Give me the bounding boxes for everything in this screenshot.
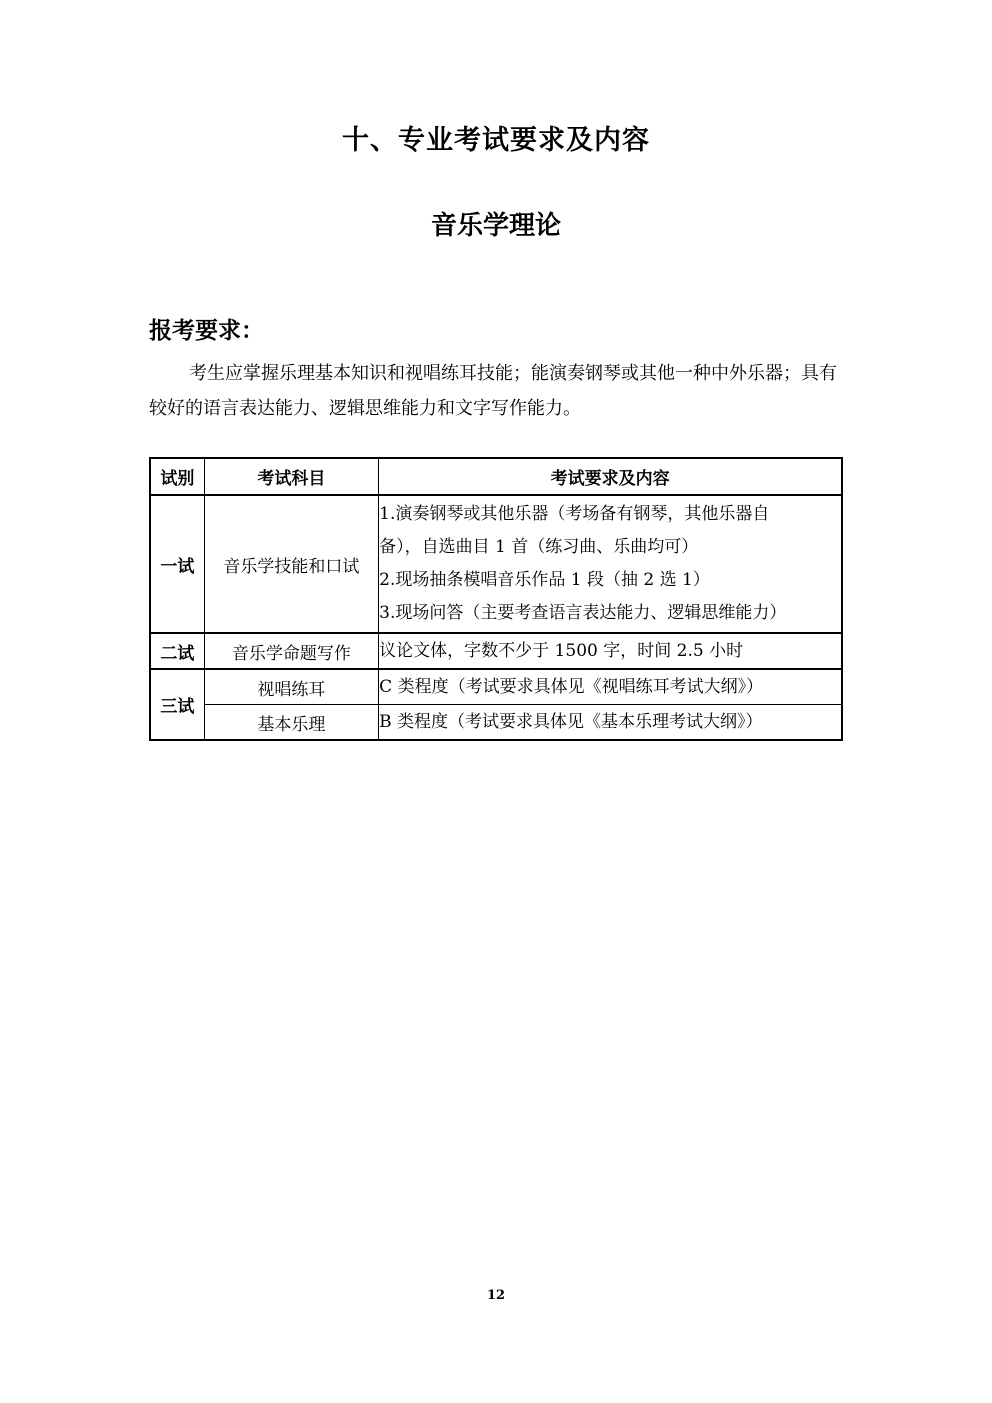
exam-subject-cell: 基本乐理 <box>204 705 379 741</box>
exam-subject-cell: 音乐学技能和口试 <box>204 495 379 633</box>
exam-content-cell <box>379 495 842 633</box>
table-header-row <box>150 458 842 495</box>
content-line: 议论文体，字数不少于 1500 字，时间 2.5 小时 <box>379 640 744 661</box>
header-exam-type: 试别 <box>150 458 204 495</box>
header-exam-subject: 考试科目 <box>204 458 379 495</box>
subject-title: 音乐学理论 <box>430 211 561 241</box>
requirements-heading: 报考要求： <box>149 317 264 344</box>
page-number: 12 <box>486 1288 506 1303</box>
page-title: 十、专业考试要求及内容 <box>342 125 650 156</box>
content-line: 备），自选曲目 1 首（练习曲、乐曲均可） <box>379 537 699 557</box>
exam-type-cell: 三试 <box>150 669 204 740</box>
exam-content-cell <box>379 705 842 741</box>
content-line: 3.现场问答（主要考查语言表达能力、逻辑思维能力） <box>379 603 787 623</box>
exam-type-cell: 一试 <box>150 495 204 633</box>
exam-type-cell: 二试 <box>150 633 204 669</box>
exam-content-cell <box>379 633 842 669</box>
content-line: B 类程度（考试要求具体见《基本乐理考试大纲》） <box>379 711 763 732</box>
table-row <box>150 495 842 633</box>
exam-subject-cell: 视唱练耳 <box>204 669 379 705</box>
exam-subject-cell: 音乐学命题写作 <box>204 633 379 669</box>
content-line: 2.现场抽条模唱音乐作品 1 段（抽 2 选 1） <box>379 570 710 590</box>
content-line: 1.演奏钢琴或其他乐器（考场备有钢琴，其他乐器自 <box>379 504 770 524</box>
table-row <box>150 669 842 705</box>
requirements-paragraph: 考生应掌握乐理基本知识和视唱练耳技能；能演奏钢琴或其他一种中外乐器；具有较好的语言表达能力、逻辑思维能力和文字写作能力。 <box>149 363 837 419</box>
exam-table <box>149 457 843 741</box>
header-exam-content: 考试要求及内容 <box>379 458 842 495</box>
table-row <box>150 705 842 741</box>
table-row <box>150 633 842 669</box>
content-line: C 类程度（考试要求具体见《视唱练耳考试大纲》） <box>379 676 764 697</box>
exam-content-cell <box>379 669 842 705</box>
